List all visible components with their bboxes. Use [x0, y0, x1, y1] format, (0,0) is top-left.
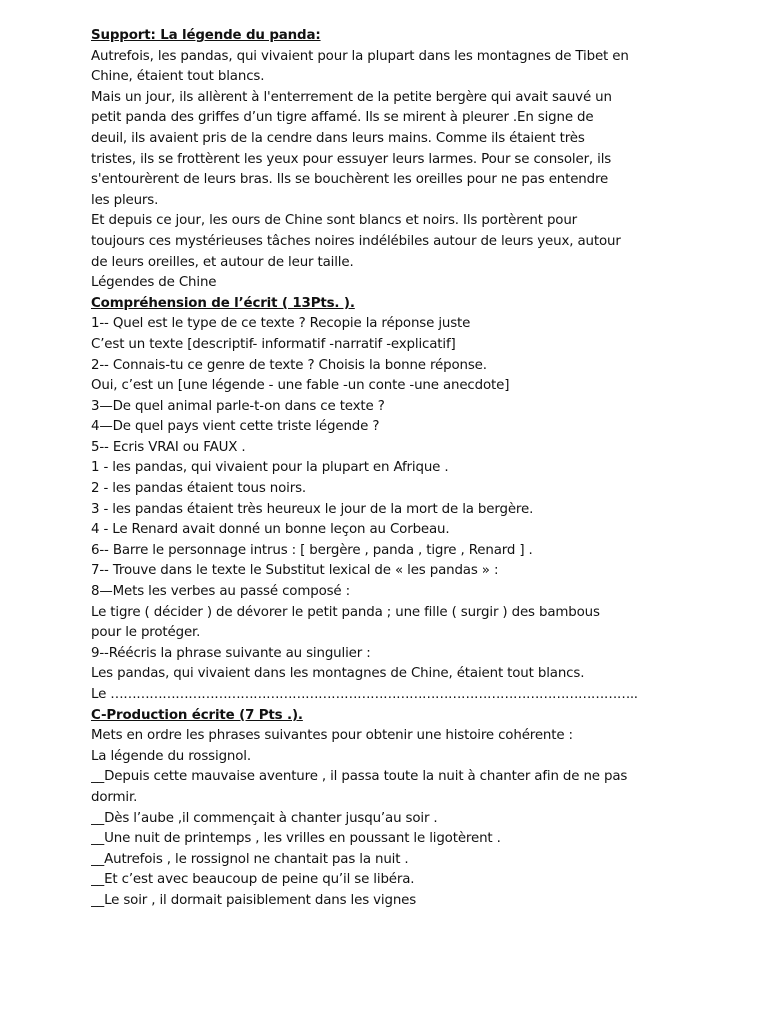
- question-line: 7-- Trouve dans le texte le Substitut lexical de « les pandas » :: [91, 563, 499, 579]
- text-line: Et depuis ce jour, les ours de Chine sont blancs et noirs. Ils portèrent pour: [91, 213, 578, 229]
- text-line: de leurs oreilles, et autour de leur taille.: [91, 254, 354, 270]
- text-line: Chine, étaient tout blancs.: [91, 69, 265, 85]
- question-line: 1 - les pandas, qui vivaient pour la plupart en Afrique .: [91, 460, 449, 476]
- question-line: 2 - les pandas étaient tous noirs.: [91, 481, 307, 497]
- question-line: pour le protéger.: [91, 625, 201, 641]
- question-line: Les pandas, qui vivaient dans les montagnes de Chine, étaient tout blancs.: [91, 666, 585, 682]
- answer-line: [91, 685, 691, 706]
- comprehension-heading: Compréhension de l’écrit ( 13Pts. ).: [91, 295, 355, 311]
- text-line: Mais un jour, ils allèrent à l'enterrement de la petite bergère qui avait sauvé un: [91, 89, 612, 105]
- text-line: toujours ces mystérieuses tâches noires indélébiles autour de leurs yeux, autour: [91, 233, 621, 249]
- text-line: Autrefois, les pandas, qui vivaient pour la plupart dans les montagnes de Tibet en: [91, 48, 629, 64]
- answer-start: Le: [91, 687, 107, 702]
- source-line: Légendes de Chine: [91, 275, 217, 291]
- question-line: 4 - Le Renard avait donné un bonne leçon au Corbeau.: [91, 522, 450, 538]
- text-line: deuil, ils avaient pris de la cendre dans leurs mains. Comme ils étaient très: [91, 130, 585, 146]
- question-line: 2-- Connais-tu ce genre de texte ? Choisis la bonne réponse.: [91, 357, 487, 373]
- question-line: 3—De quel animal parle-t-on dans ce texte ?: [91, 398, 385, 414]
- sentence-line: __Dès l’aube ,il commençait à chanter jusqu’au soir .: [91, 810, 438, 826]
- question-line: Oui, c’est un [une légende - une fable -un conte -une anecdote]: [91, 378, 510, 394]
- sentence-line: __Autrefois , le rossignol ne chantait pas la nuit .: [91, 851, 409, 867]
- instruction-line: Mets en ordre les phrases suivantes pour obtenir une histoire cohérente :: [91, 728, 573, 744]
- question-line: 4—De quel pays vient cette triste légende ?: [91, 419, 380, 435]
- text-line: les pleurs.: [91, 192, 159, 208]
- production-heading: C-Production écrite (7 Pts .).: [91, 707, 303, 723]
- text-line: petit panda des griffes d’un tigre affamé. Ils se mirent à pleurer .En signe de: [91, 110, 594, 126]
- document-page: [91, 26, 691, 912]
- story-title: La légende du rossignol.: [91, 748, 251, 764]
- question-line: Le tigre ( décider ) de dévorer le petit panda ; une fille ( surgir ) des bambous: [91, 604, 600, 620]
- sentence-line: dormir.: [91, 789, 138, 805]
- question-line: 8—Mets les verbes au passé composé :: [91, 584, 350, 600]
- question-line: 3 - les pandas étaient très heureux le jour de la mort de la bergère.: [91, 501, 534, 517]
- support-heading: Support: La légende du panda:: [91, 28, 321, 43]
- sentence-line: __Depuis cette mauvaise aventure , il passa toute la nuit à chanter afin de ne pas: [91, 769, 628, 785]
- question-line: 1-- Quel est le type de ce texte ? Recopie la réponse juste: [91, 316, 471, 332]
- question-line: 5-- Ecris VRAI ou FAUX .: [91, 439, 246, 455]
- question-line: C’est un texte [descriptif- informatif -narratif -explicatif]: [91, 336, 456, 352]
- question-line: 9--Réécris la phrase suivante au singulier :: [91, 645, 371, 661]
- text-line: tristes, ils se frottèrent les yeux pour essuyer leurs larmes. Pour se consoler, ils: [91, 151, 612, 167]
- text-line: s'entourèrent de leurs bras. Ils se bouchèrent les oreilles pour ne pas entendre: [91, 172, 609, 188]
- sentence-line: __Et c’est avec beaucoup de peine qu’il se libéra.: [91, 872, 415, 888]
- sentence-line: __Le soir , il dormait paisiblement dans les vignes: [91, 892, 417, 908]
- answer-dots: …………………………………………………………………………………………………………..: [110, 687, 638, 702]
- sentence-line: __Une nuit de printemps , les vrilles en poussant le ligotèrent .: [91, 831, 501, 847]
- question-line: 6-- Barre le personnage intrus : [ bergère , panda , tigre , Renard ] .: [91, 542, 533, 558]
